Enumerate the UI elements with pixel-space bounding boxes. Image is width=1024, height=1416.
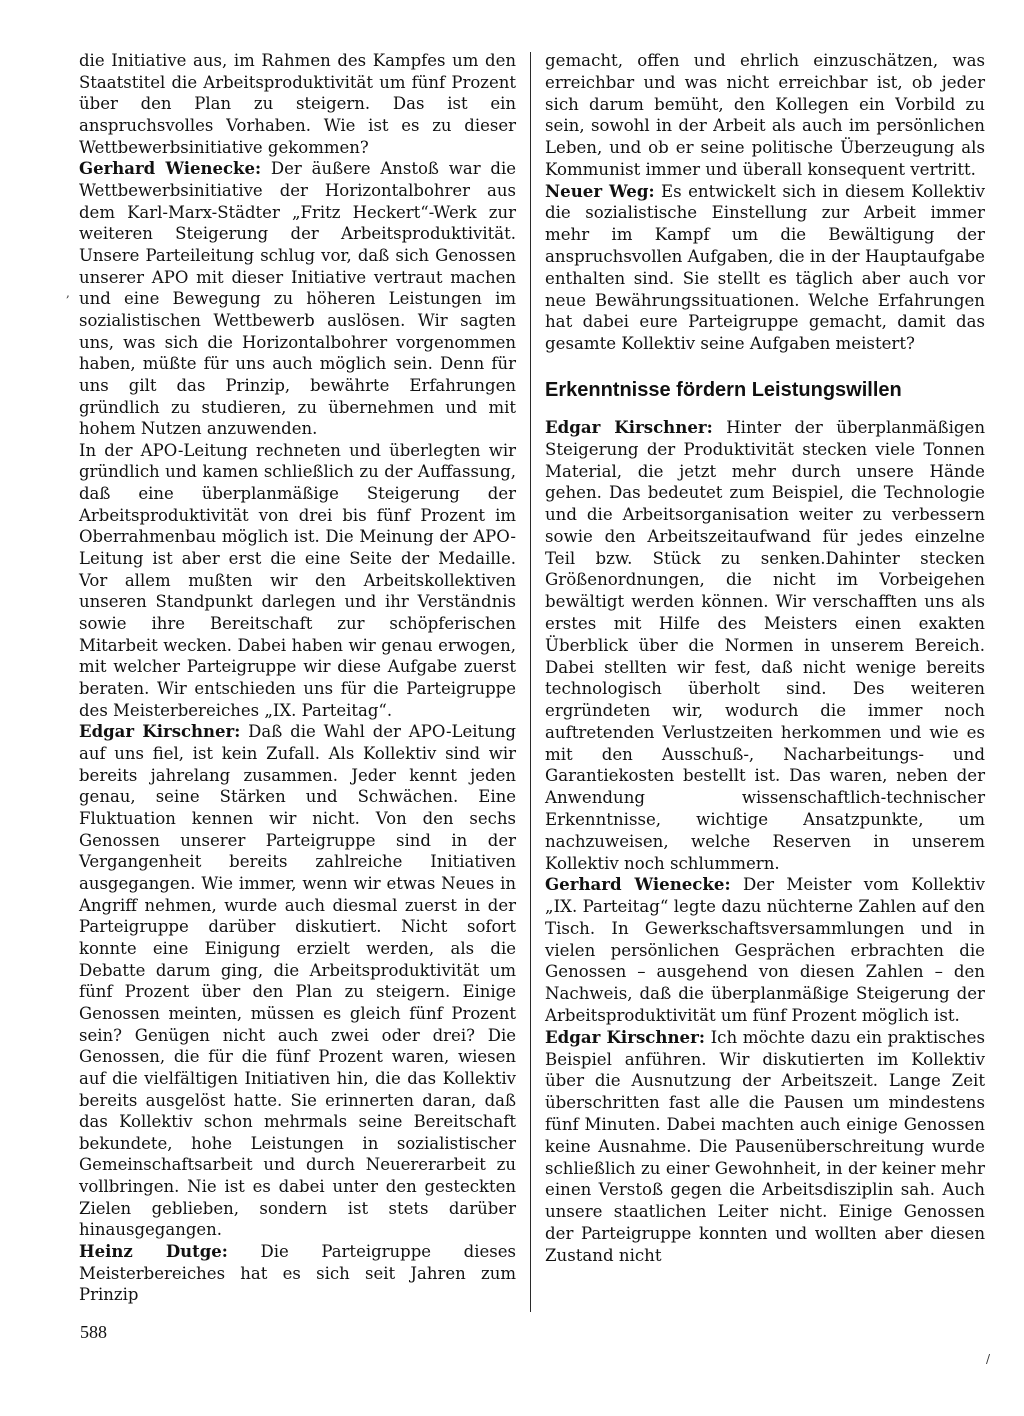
speaker-name: Gerhard Wienecke:	[79, 159, 262, 179]
paragraph-text: Der Meister vom Kollektiv „IX. Parteitag“ legte dazu nüchterne Zahlen auf den Tisch. In Gewerkschaftsversammlungen und in vielen persönlichen Gesprächen erbrachten die Genossen – ausgehend von diesen Zahlen – den Nachweis, daß die überplanmäßige Steigerung der Arbeitsproduktivität um fünf Prozent möglich ist.	[545, 875, 985, 1026]
section-heading: Erkenntnisse fördern Leistungswillen	[545, 378, 902, 401]
margin-mark: /	[986, 1352, 991, 1366]
paragraph: gemacht, offen und ehrlich einzuschätzen, was erreichbar und was nicht erreichbar ist, ob jeder sich darum bemüht, den Kollegen ein Vorbild zu sein, sowohl in der Arbeit als auch im persönlichen Leben, und ob er seine politische Überzeugung als Kommunist immer und überall konsequent vertritt.	[545, 51, 985, 179]
speaker-name: Edgar Kirschner:	[545, 1026, 705, 1047]
column-divider	[530, 52, 531, 1312]
paragraph: die Initiative aus, im Rahmen des Kampfes um den Staatstitel die Arbeitsproduktivität um fünf Prozent über den Plan zu steigern. Das ist ein anspruchsvolles Vorhaben. Wie ist es zu dieser Wettbewerbsinitiative gekommen?	[79, 51, 516, 157]
right-column	[545, 50, 985, 1266]
speaker-name: Edgar Kirschner:	[545, 416, 713, 437]
paragraph: In der APO-Leitung rechneten und überlegten wir gründlich und kamen schließlich zu der Auffassung, daß eine überplanmäßige Steigerung der Arbeitsproduktivität von drei bis fünf Prozent im Oberrahmenbau möglich ist. Die Meinung der APO-Leitung ist aber erst die eine Seite der Medaille. Vor allem mußten wir den Arbeitskollektiven unseren Standpunkt darlegen und ihr Verständnis sowie ihre Bereitschaft zur schöpferischen Mitarbeit wecken. Dabei haben wir genau erwogen, mit welcher Parteigruppe wir diese Aufgabe zuerst beraten. Wir entschieden uns für die Parteigruppe des Meisterbereiches „IX. Parteitag“.	[79, 440, 516, 720]
speaker-name: Heinz Dutge:	[79, 1242, 228, 1262]
speaker-name: Edgar Kirschner:	[79, 722, 241, 742]
paragraph	[79, 1241, 516, 1306]
speaker-name: Gerhard Wienecke:	[545, 874, 731, 895]
paragraph	[545, 874, 985, 1026]
paragraph	[545, 1027, 985, 1267]
paragraph-text: Der äußere Anstoß war die Wettbewerbsinitiative der Horizontalbohrer aus dem Karl-Marx-Städter „Fritz Heckert“-Werk zur weiteren Steigerung der Arbeitsproduktivität. Unsere Parteileitung schlug vor, daß sich Genossen unserer APO mit dieser Initiative vertraut machen und eine Bewegung zu höheren Leistungen im sozialistischen Wettbewerb auslösen. Wir sagten uns, was sich die Horizontalbohrer vorgenommen haben, müßte für uns auch möglich sein. Denn für uns gilt das Prinzip, bewährte Erfahrungen gründlich zu studieren, zu übernehmen und mit hohem Nutzen anzuwenden.	[79, 159, 517, 439]
paragraph	[545, 181, 985, 355]
left-column	[79, 50, 516, 1306]
paragraph-text: Die Parteigruppe dieses Meisterbereiches hat es sich seit Jahren zum Prinzip	[79, 1242, 516, 1305]
paragraph	[545, 417, 985, 874]
speaker-name: Neuer Weg:	[545, 180, 655, 201]
margin-mark: ,	[66, 286, 70, 300]
page-number: 588	[80, 1322, 107, 1342]
paragraph-text: Es entwickelt sich in diesem Kollektiv die sozialistische Einstellung zur Arbeit immer mehr im Kampf um die Bewältigung der anspruchsvollen Aufgaben, die in der Hauptaufgabe enthalten sind. Sie stellt es täglich aber auch vor neue Bewährungssituationen. Welche Erfahrungen hat dabei eure Parteigruppe gemacht, damit das gesamte Kollektiv seine Aufgaben meistert?	[545, 181, 985, 354]
paragraph-text: Hinter der überplanmäßigen Steigerung der Produktivität stecken viele Tonnen Material, die jetzt mehr durch unsere Hände gehen. Das bedeutet zum Beispiel, die Technologie und die Arbeitsorganisation weiter zu verbessern sowie den Arbeitszeitaufwand für jedes einzelne Teil bzw. Stück zu senken.Dahinter stecken Größenordnungen, die nicht im Vorbeigehen bewältigt werden können. Wir verschafften uns als erstes mit Hilfe des Meisters einen exakten Überblick über die Normen in unserem Bereich. Dabei stellten wir fest, daß nicht wenige bereits technologisch überholt sind. Des weiteren ergründeten wir, wodurch die immer noch auftretenden Verlustzeiten herkommen und wie es mit den Ausschuß-, Nacharbeitungs- und Garantiekosten bestellt ist. Das waren, neben der Anwendung wissenschaftlich-technischer Erkenntnisse, wichtige Ansatzpunkte, um nachzuweisen, welche Reserven in unserem Kollektiv noch schlummern.	[545, 417, 985, 873]
paragraph	[79, 721, 516, 1241]
paragraph-text: Daß die Wahl der APO-Leitung auf uns fiel, ist kein Zufall. Als Kollektiv sind wir bereits jahrelang zusammen. Jeder kennt jeden genau, seine Stärken und Schwächen. Eine Fluktuation kennen wir nicht. Von den sechs Genossen unserer Parteigruppe sind in der Vergangenheit bereits zahlreiche Initiativen ausgegangen. Wie immer, wenn wir etwas Neues in Angriff nehmen, wurde auch diesmal zuerst in der Parteigruppe darüber diskutiert. Nicht sofort konnte eine Einigung erzielt werden, als die Debatte darum ging, die Arbeitsproduktivität um fünf Prozent über den Plan zu steigern. Einige Genossen meinten, müssen es gleich fünf Prozent sein? Genügen nicht auch zwei oder drei? Die Genossen, die für die fünf Prozent waren, wiesen auf die vielfältigen Initiativen hin, die das Kollektiv bereits ausgelöst hatte. Sie erinnerten daran, daß das Kollektiv schon mehrmals seine Bereitschaft bekundete, hohe Leistungen in sozialistischer Gemeinschaftsarbeit und durch Neuererarbeit zu vollbringen. Nie ist es dabei unter den gesteckten Zielen geblieben, sondern ist stets darüber hinausgegangen.	[79, 722, 516, 1240]
paragraph	[79, 158, 516, 440]
paragraph-text: Ich möchte dazu ein praktisches Beispiel anführen. Wir diskutierten im Kollektiv über die Ausnutzung der Arbeitszeit. Lange Zeit überschritten fast alle die Pausen um mindestens fünf Minuten. Dabei machten auch einige Genossen keine Ausnahme. Die Pausenüberschreitung wurde schließlich zu einer Gewohnheit, in der keiner mehr einen Verstoß gegen die Arbeitsdisziplin sah. Auch unsere staatlichen Leiter nicht. Einige Genossen der Parteigruppe konnten und wollten aber diesen Zustand nicht	[545, 1027, 985, 1265]
